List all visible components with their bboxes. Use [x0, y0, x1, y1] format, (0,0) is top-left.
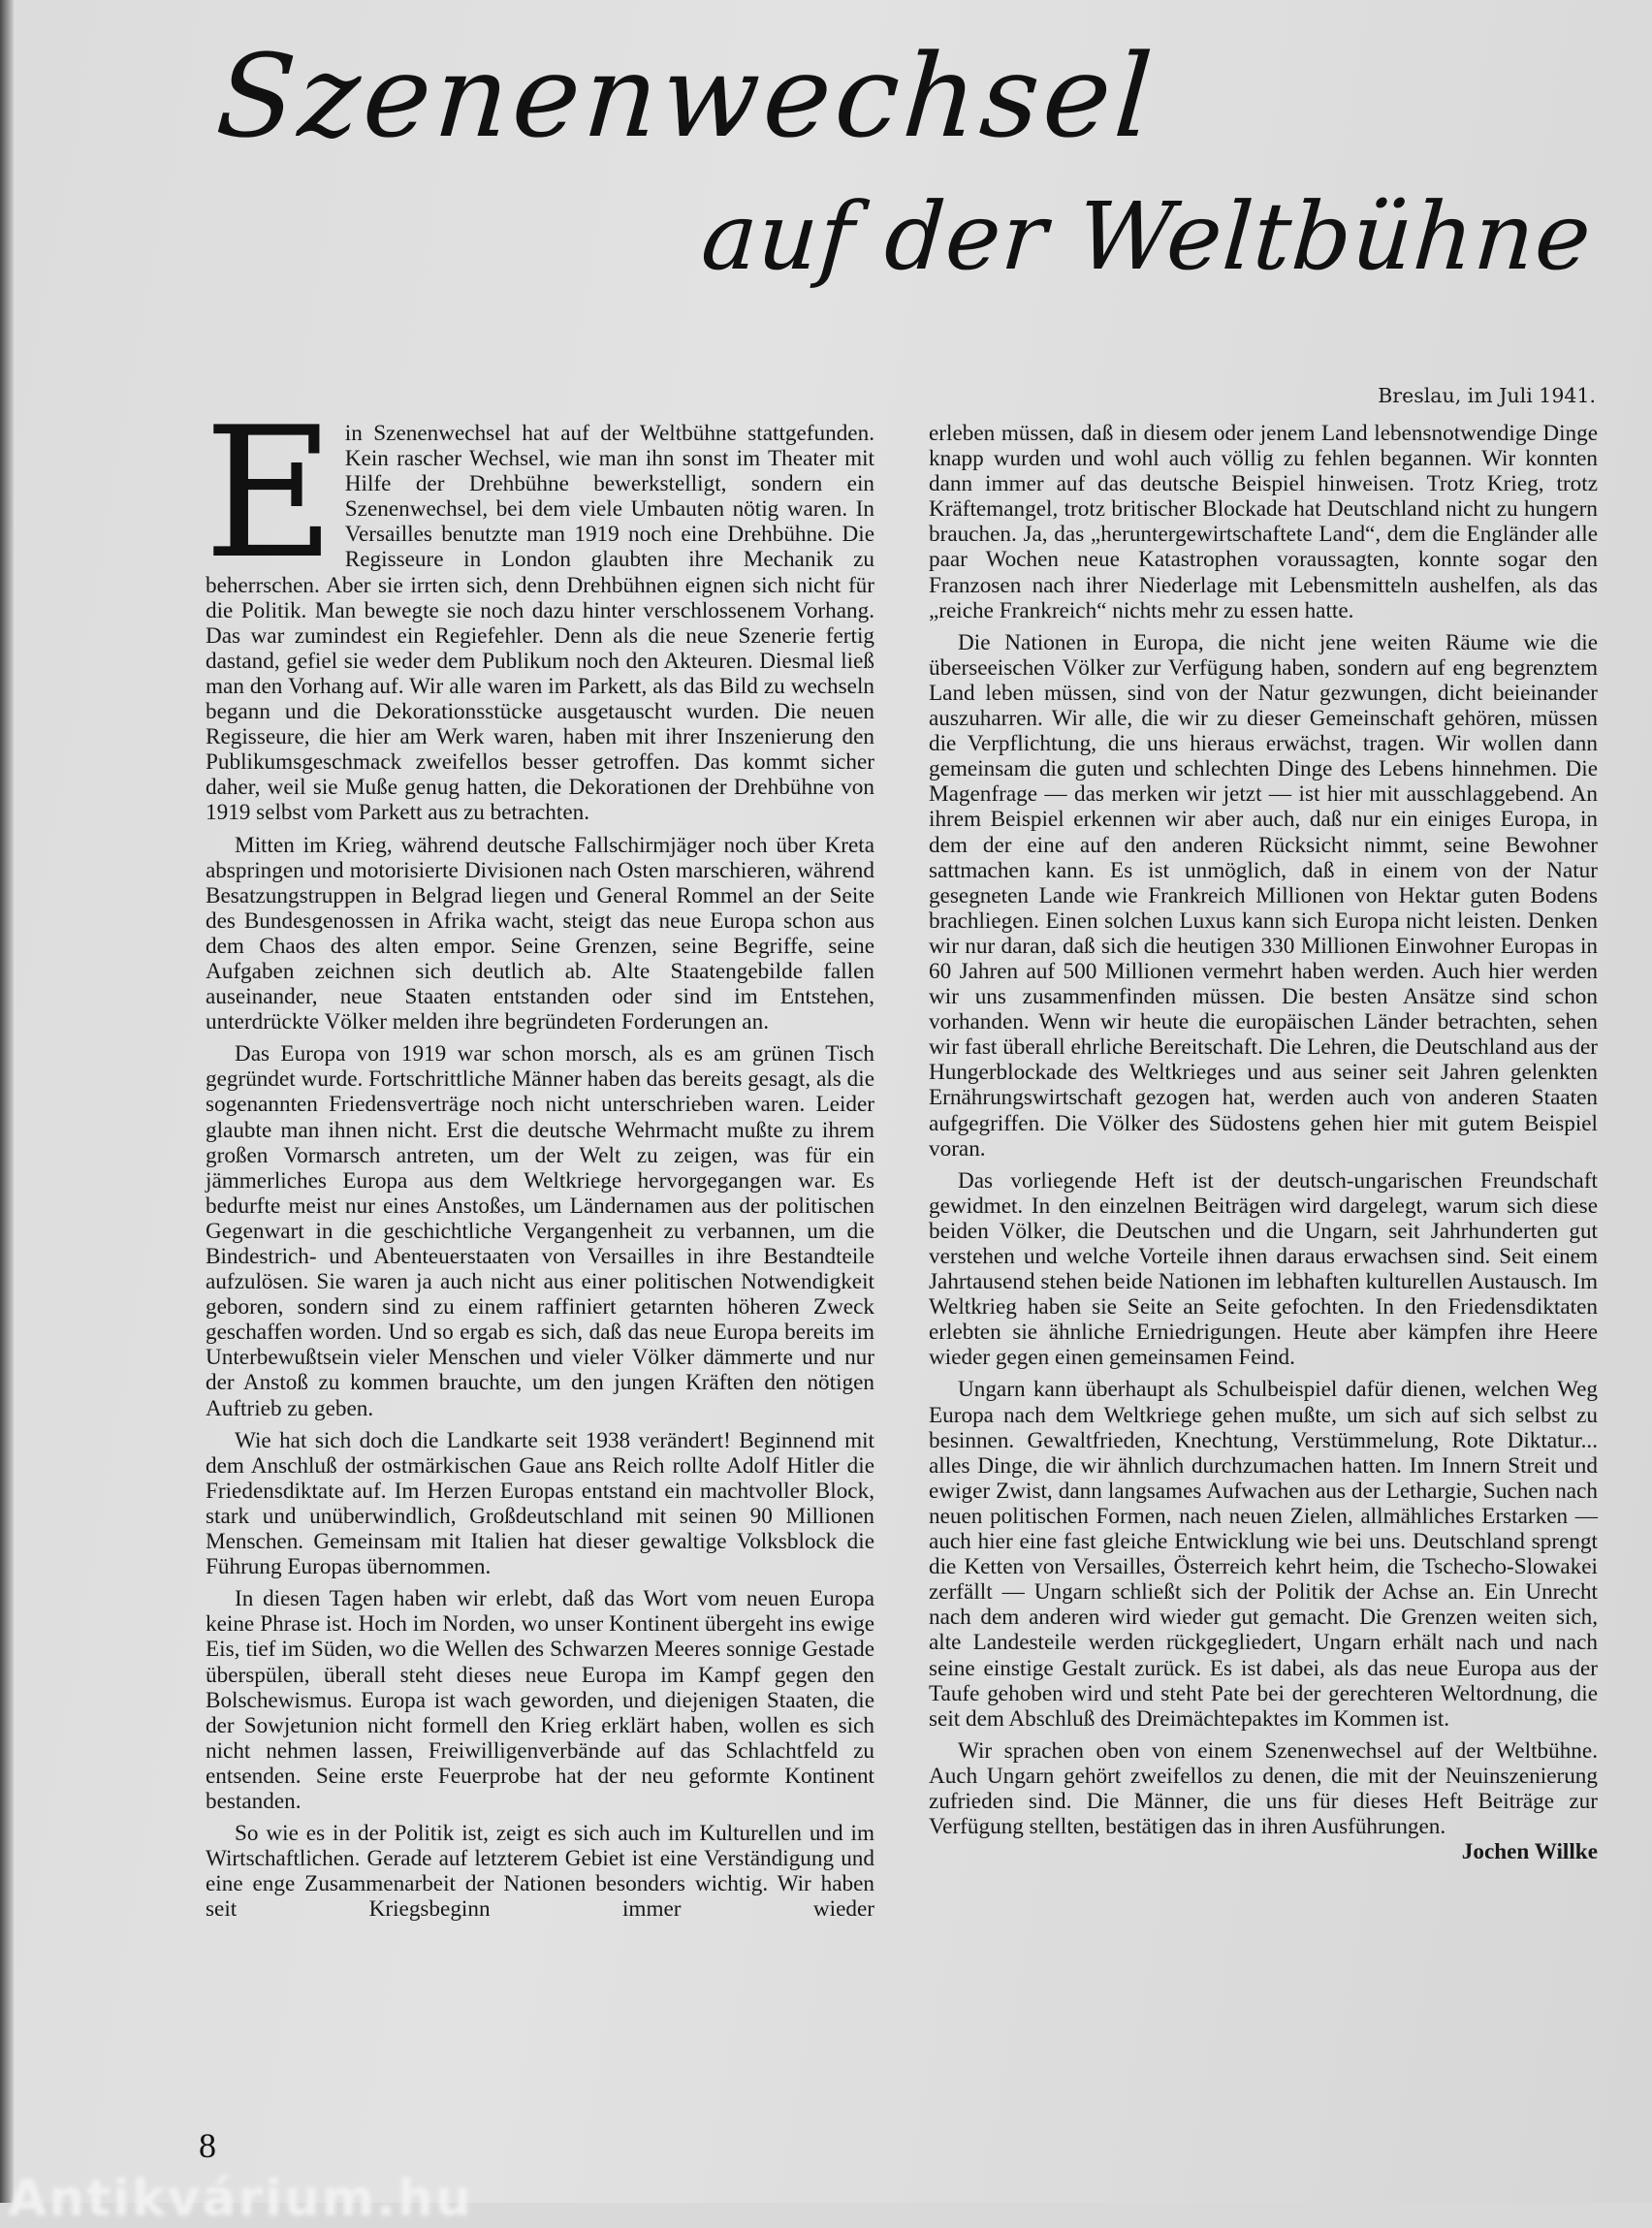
page-spine-edge — [0, 0, 14, 2203]
watermark: Antikvárium.hu — [8, 2170, 473, 2228]
paragraph: Das vorliegende Heft ist der deutsch-ungarischen Freundschaft gewidmet. In den einzelnen Beiträgen wird dargelegt, warum sich diese beiden Völker, die Deutschen und die Ungarn, seit Jahrhunderten gut verstehen und welche Vorteile ihnen daraus erwachsen sind. Seit einem Jahrtausend stehen beide Nationen im lebhaften kulturellen Austausch. Im Weltkrieg haben sie Seite an Seite gefochten. In den Friedensdiktaten erlebten sie ähnliche Erniedrigungen. Heute aber kämpfen ihre Heere wieder gegen einen gemeinsamen Feind. — [929, 1167, 1598, 1371]
author-signature: Jochen Willke — [1461, 1839, 1598, 1865]
dateline: Breslau, im Juli 1941. — [1378, 384, 1596, 407]
article-column-right — [929, 421, 1598, 1864]
paragraph: Die Nationen in Europa, die nicht jene weiten Räume wie die überseeischen Völker zur Verfügung haben, sondern auf eng begrenztem Land leben müssen, sind von der Natur gezwungen, dicht beieinander auszuharren. Wir alle, die wir zu dieser Gemeinschaft gehören, müssen die Verpflichtung, die uns hieraus erwächst, tragen. Wir wollen dann gemeinsam die guten und schlechten Dinge des Lebens hinnehmen. Die Magenfrage — das merken wir jetzt — ist hier mit ausschlaggebend. An ihrem Beispiel erkennen wir aber auch, daß nur ein einiges Europa, in dem der eine auf den anderen Rücksicht nimmt, seine Bewohner sattmachen kann. Es ist unmöglich, daß in einem von der Natur gesegneten Lande wie Frankreich Millionen von Hektar guten Bodens brachliegen. Einen solchen Luxus kann sich Europa nicht leisten. Denken wir nur daran, daß sich die heutigen 330 Millionen Einwohner Europas in 60 Jahren auf 500 Millionen vermehrt haben werden. Auch hier werden wir uns zusammenfinden müssen. Die besten Ansätze sind schon vorhanden. Wenn wir heute die europäischen Länder betrachten, sehen wir fast überall ehrliche Bereitschaft. Die Lehren, die Deutschland aus der Hungerblockade des Weltkrieges und aus seiner seit Jahren gelenkten Ernährungswirtschaft gezogen hat, werden auch von anderen Staaten aufgegriffen. Die Völker des Südostens gehen hier mit gutem Beispiel voran. — [929, 629, 1598, 1162]
paragraph — [929, 1737, 1598, 1865]
paragraph: Ungarn kann überhaupt als Schulbeispiel dafür dienen, welchen Weg Europa nach dem Weltkriege gehen mußte, um sich auf sich selbst zu besinnen. Gewaltfrieden, Knechtung, Verstümmelung, Rote Diktatur... alles Dinge, die wir ähnlich durchzumachen hatten. Im Innern Streit und ewiger Zwist, dann langsames Aufwachen aus der Lethargie, Suchen nach neuen politischen Formen, nach neuen Zielen, allmähliches Erstarken — auch hier eine fast gleiche Entwicklung wie bei uns. Deutschland sprengt die Ketten von Versailles, Österreich kehrt heim, die Tschecho-Slowakei zerfällt — Ungarn schließt sich der Politik der Achse an. Ein Unrecht nach dem anderen wird wieder gut gemacht. Die Grenzen weiten sich, alte Landesteile werden rückgegliedert, Ungarn erhält nach und nach seine einstige Gestalt zurück. Es ist dabei, als das neue Europa aus der Taufe gehoben wird und steht Pate bei der gerechteren Weltordnung, die seit dem Abschluß des Dreimächtepaktes im Kommen ist. — [929, 1377, 1598, 1732]
paragraph: erleben müssen, daß in diesem oder jenem Land lebensnotwendige Dinge knapp wurden und wohl auch völlig zu fehlen begannen. Wir konnten dann immer auf das deutsche Beispiel hinweisen. Trotz Krieg, trotz Kräftemangel, trotz britischer Blockade hat Deutschland nicht zu hungern brauchen. Ja, das „heruntergewirtschaftete Land“, dem die Engländer alle paar Wochen neue Katastrophen voraussagten, konnte sogar den Franzosen nach ihrer Niederlage mit Lebensmitteln aushelfen, als das „reiche Frankreich“ nichts mehr zu essen hatte. — [929, 421, 1598, 623]
article-column-left — [204, 388, 874, 1928]
paragraph: Wie hat sich doch die Landkarte seit 1938 verändert! Beginnend mit dem Anschluß der ostmärkischen Gaue ans Reich rollte Adolf Hitler die Friedensdiktate auf. Im Herzen Europas entstand ein machtvoller Block, stark und unüberwindlich, Großdeutschland mit seinen 90 Millionen Menschen. Gemeinsam mit Italien hat dieser gewaltige Volksblock die Führung Europas übernommen. — [206, 1427, 874, 1580]
paragraph-text: Wir sprachen oben von einem Szenenwechsel auf der Weltbühne. Auch Ungarn gehört zweifellos zu denen, die mit der Neuinszenierung zufrieden sind. Die Männer, die uns für dieses Heft Beiträge zur Verfügung stellten, bestätigen das in ihren Ausführungen. — [929, 1737, 1598, 1840]
paragraph: Mitten im Krieg, während deutsche Fallschirmjäger noch über Kreta abspringen und motorisierte Divisionen nach Osten marschieren, während Besatzungstruppen in Belgrad liegen und General Rommel an der Seite des Bundesgenossen in Afrika wacht, steigt das neue Europa schon aus dem Chaos des alten empor. Seine Grenzen, seine Begriffe, seine Aufgaben zeichnen sich deutlich ab. Alte Staatengebilde fallen auseinander, neue Staaten entstanden oder sind im Entstehen, unterdrückte Völker melden ihre begründeten Forderungen an. — [206, 832, 874, 1035]
page-number: 8 — [199, 2126, 216, 2165]
drop-cap: E — [204, 388, 335, 598]
paragraph-text: in Szenenwechsel hat auf der Weltbühne stattgefunden. Kein rascher Wechsel, wie man ihn sonst im Theater mit Hilfe der Drehbühne bewerkstelligt, sondern ein Szenenwechsel, bei dem viele Umbauten nötig waren. In Versailles benutzte man 1919 noch eine Drehbühne. Die Regisseure in London glaubten ihre Mechanik zu beherrschen. Aber sie irrten sich, denn Drehbühnen eignen sich nicht für die Politik. Man bewegte sie noch dazu hinter verschlossenem Vorhang. Das war zumindest ein Regiefehler. Denn als die neue Szenerie fertig dastand, gefiel sie weder dem Publikum noch den Akteuren. Diesmal ließ man den Vorhang auf. Wir alle waren im Parkett, als das Bild zu wechseln begann und die Dekorationsstücke ausgetauscht wurden. Die neuen Regisseure, die hier am Werk waren, haben mit ihrer Inszenierung den Publikumsgeschmack zweifellos besser getroffen. Das kommt sicher daher, weil sie Muße genug hatten, die Dekorationen der Drehbühne von 1919 selbst vom Parkett aus zu betrachten. — [206, 421, 874, 826]
paragraph: So wie es in der Politik ist, zeigt es sich auch im Kulturellen und im Wirtschaftlichen. Gerade auf letzterem Gebiet ist eine Verständigung und eine enge Zusammenarbeit der Nationen besonders wichtig. Wir haben seit Kriegsbeginn immer wieder — [206, 1821, 874, 1923]
paragraph: In diesen Tagen haben wir erlebt, daß das Wort vom neuen Europa keine Phrase ist. Hoch im Norden, wo unser Kontinent übergeht ins ewige Eis, tief im Süden, wo die Wellen des Schwarzen Meeres sonnige Gestade überspülen, überall steht dieses neue Europa im Kampf gegen den Bolschewismus. Europa ist wach geworden, und diejenigen Staaten, die der Sowjetunion nicht formell den Krieg erklärt haben, wollen es sich nicht nehmen lassen, Freiwilligenverbände auf das Schlachtfeld zu entsenden. Seine erste Feuerprobe hat der neu geformte Kontinent bestanden. — [206, 1586, 874, 1814]
article-subtitle: auf der Weltbühne — [698, 182, 1596, 291]
article-title: Szenenwechsel — [212, 29, 1160, 163]
paragraph: Das Europa von 1919 war schon morsch, als es am grünen Tisch gegründet wurde. Fortschrittliche Männer haben das bereits gesagt, als die sogenannten Friedensverträge noch nicht unterschrieben waren. Leider glaubte man ihnen nicht. Erst die deutsche Wehrmacht mußte zu ihrem großen Vormarsch antreten, um der Welt zu zeigen, was für ein jämmerliches Europa aus dem Weltkriege hervorgegangen war. Es bedurfte meist nur eines Anstoßes, um Ländernamen aus der politischen Gegenwart in die geschichtliche Vergangenheit zu verbannen, um die Bindestrich- und Abenteuerstaaten von Versailles in ihre Bestandteile aufzulösen. Sie waren ja auch nicht aus einer politischen Notwendigkeit geboren, sondern sind zu einem raffiniert getarnten höheren Zweck geschaffen worden. Und so ergab es sich, daß das neue Europa bereits im Unterbewußtsein vieler Menschen und vieler Völker dämmerte und nur der Anstoß zu kommen brauchte, um den jungen Kräften den nötigen Auftrieb zu geben. — [206, 1041, 874, 1421]
paragraph — [204, 388, 874, 826]
